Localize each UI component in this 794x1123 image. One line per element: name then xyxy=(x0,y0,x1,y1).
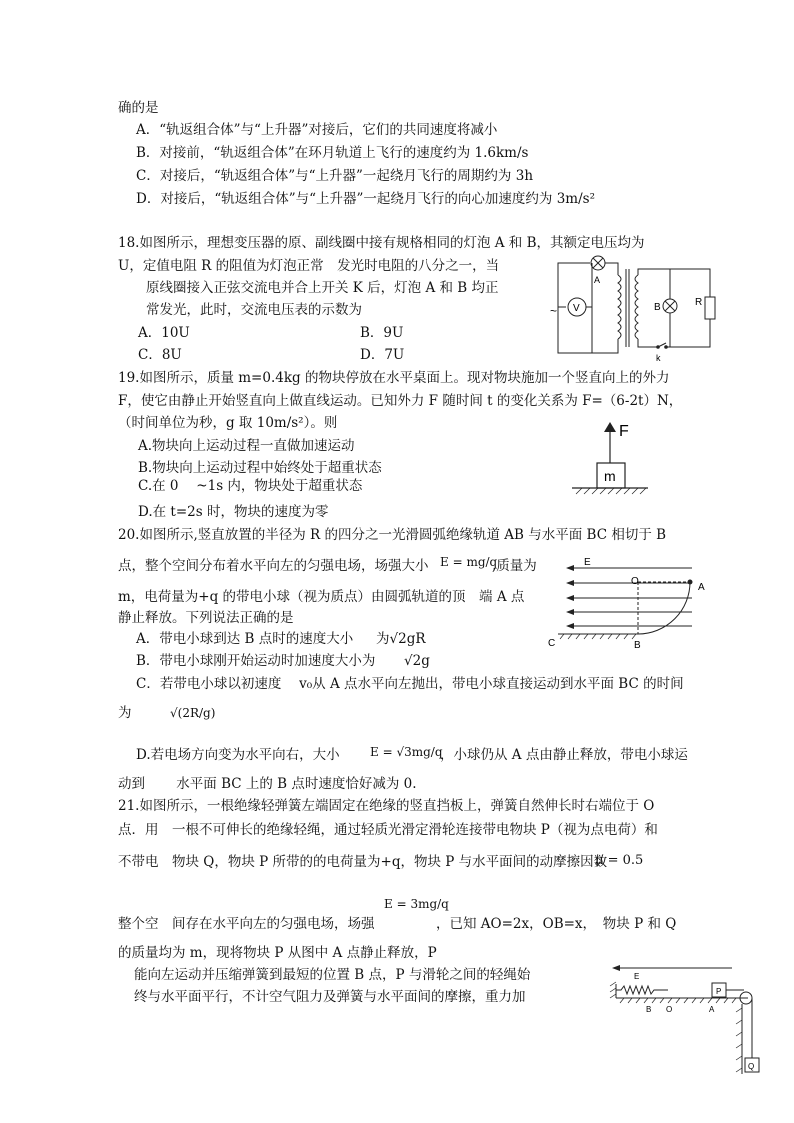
q20-stem-line4: 静止释放。下列说法正确的是 xyxy=(118,610,294,626)
q18-stem-line3: 原线圈接入正弦交流电并合上开关 K 后，灯泡 A 和 B 均正 xyxy=(146,280,499,296)
q18-stem-line2: U，定值电阻 R 的阻值为灯泡正常 发光时电阻的八分之一，当 xyxy=(118,258,500,274)
q19-stem-line2: F，使它由静止开始竖直向上做直线运动。已知外力 F 随时间 t 的变化关系为 F=（6-2t）N， xyxy=(118,393,683,409)
label-q: Q xyxy=(748,1062,755,1071)
q18-transformer-figure xyxy=(548,255,724,367)
q17-option-d: D．对接后，“轨返组合体”与“上升器”一起绕月飞行的向心加速度约为 3m/s² xyxy=(136,191,595,207)
q20-option-c: C．若带电小球以初速度 v₀从 A 点水平向左抛出，带电小球直接运动到水平面 BC 的时间 xyxy=(136,676,684,692)
q20-stem-line2a: 点，整个空间分布着水平向左的匀强电场，场强大小 xyxy=(118,558,429,574)
label-b: B xyxy=(654,302,661,313)
label-a: A xyxy=(709,1005,715,1014)
q18-stem-line4: 常发光，此时，交流电压表的示数为 xyxy=(146,302,362,318)
q18-option-b: B．9U xyxy=(360,325,404,341)
q19-option-c: C.在 0 ~1s 内，物块处于超重状态 xyxy=(138,478,363,494)
q21-stem-line4a: 整个空 间存在水平向左的匀强电场，场强 xyxy=(118,916,375,932)
label-r: R xyxy=(695,297,703,308)
q21-spring-pulley-figure xyxy=(608,962,762,1074)
q20-formula-e1: E = mg/q xyxy=(440,555,498,569)
q19-block-figure xyxy=(570,418,650,498)
q20-option-c-2: 为 xyxy=(118,705,132,721)
q18-option-a: A．10U xyxy=(138,325,190,341)
q20-option-a: A．带电小球到达 B 点时的速度大小 xyxy=(136,631,354,647)
label-b: B xyxy=(646,1005,652,1014)
q18-option-c: C．8U xyxy=(138,347,182,363)
q20-stem-line2b: ,质量为 xyxy=(492,558,537,574)
label-b: B xyxy=(634,640,641,651)
q21-stem-line2: 点．用 一根不可伸长的绝缘轻绳，通过轻质光滑定滑轮连接带电物块 P（视为点电荷）和 xyxy=(118,822,658,838)
label-e: E xyxy=(634,972,640,981)
label-k: k xyxy=(656,353,661,363)
label-ac: ~ xyxy=(550,304,558,318)
resistor-r-symbol xyxy=(705,297,715,319)
q21-stem-line4b: ，已知 AO=2x，OB=x， 物块 P 和 Q xyxy=(436,916,677,932)
label-o: O xyxy=(631,576,639,587)
q19-option-a: A.物块向上运动过程一直做加速运动 xyxy=(138,438,355,454)
q20-option-d-2: 动到 水平面 BC 上的 B 点时速度恰好减为 0. xyxy=(118,776,417,792)
q17-stem-tail: 确的是 xyxy=(118,100,159,116)
q19-option-b: B.物块向上运动过程中始终处于超重状态 xyxy=(138,460,382,476)
q17-option-a: A．“轨返组合体”与“上升器”对接后，它们的共同速度将减小 xyxy=(136,122,498,138)
q21-formula-mu: μ = 0.5 xyxy=(595,853,644,868)
q17-option-c: C．对接后，“轨返组合体”与“上升器”一起绕月飞行的周期约为 3h xyxy=(136,168,534,184)
q20-option-b-value: √2g xyxy=(404,653,430,669)
label-f: F xyxy=(619,423,629,440)
q21-stem-line1: 21.如图所示，一根绝缘轻弹簧左端固定在绝缘的竖直挡板上，弹簧自然伸长时右端位于 O xyxy=(118,798,655,814)
label-m: m xyxy=(604,468,616,484)
label-a: A xyxy=(698,582,705,593)
q20-option-d-b: ，小球仍从 A 点由静止释放，带电小球运 xyxy=(440,747,688,763)
q18-stem-line1: 18.如图所示，理想变压器的原、副线圈中接有规格相同的灯泡 A 和 B，其额定电压均为 xyxy=(118,235,645,251)
label-c: C xyxy=(548,638,556,649)
q21-stem-line3: 不带电 物块 Q，物块 P 所带的的电荷量为+q，物块 P 与水平面间的动摩擦因数 xyxy=(118,854,608,870)
q19-stem-line1: 19.如图所示，质量 m=0.4kg 的物块停放在水平桌面上。现对物块施加一个竖直向上的外力 xyxy=(118,370,670,386)
label-a: A xyxy=(594,275,601,285)
q19-stem-line3: （时间单位为秒，g 取 10m/s²）。则 xyxy=(118,415,338,431)
q20-option-a-value: 为√2gR xyxy=(376,631,426,647)
q20-stem-line3: m，电荷量为+q 的带电小球（视为质点）由圆弧轨道的顶 端 A 点 xyxy=(118,589,525,605)
q19-option-d: D.在 t=2s 时，物块的速度为零 xyxy=(138,504,329,520)
q17-option-b: B．对接前，“轨返组合体”在环月轨道上飞行的速度约为 1.6km/s xyxy=(136,145,529,161)
q21-formula-e3: E = 3mg/q xyxy=(384,897,449,911)
q20-option-c-value: √(2R/g) xyxy=(170,706,216,720)
label-o: O xyxy=(666,1005,673,1014)
q18-option-d: D．7U xyxy=(360,347,405,363)
q20-stem-line1: 20.如图所示,竖直放置的半径为 R 的四分之一光滑圆弧绝缘轨道 AB 与水平面 BC 相切于 B xyxy=(118,527,667,543)
label-e: E xyxy=(584,557,591,568)
q20-option-d-a: D.若电场方向变为水平向右，大小 xyxy=(136,747,340,763)
label-v: V xyxy=(573,303,580,314)
q21-stem-line6: 能向左运动并压缩弹簧到最短的位置 B 点，P 与滑轮之间的轻绳始 xyxy=(134,967,531,983)
label-p: P xyxy=(716,987,722,996)
q20-arc-field-figure xyxy=(548,556,718,652)
q21-stem-line7: 终与水平面平行，不计空气阻力及弹簧与水平面间的摩擦，重力加 xyxy=(134,989,526,1005)
q20-formula-e2: E = √3mg/q xyxy=(370,745,443,759)
q21-stem-line5: 的质量均为 m，现将物块 P 从图中 A 点静止释放，P xyxy=(118,945,437,961)
q20-option-b: B．带电小球刚开始运动时加速度大小为 xyxy=(136,653,376,669)
